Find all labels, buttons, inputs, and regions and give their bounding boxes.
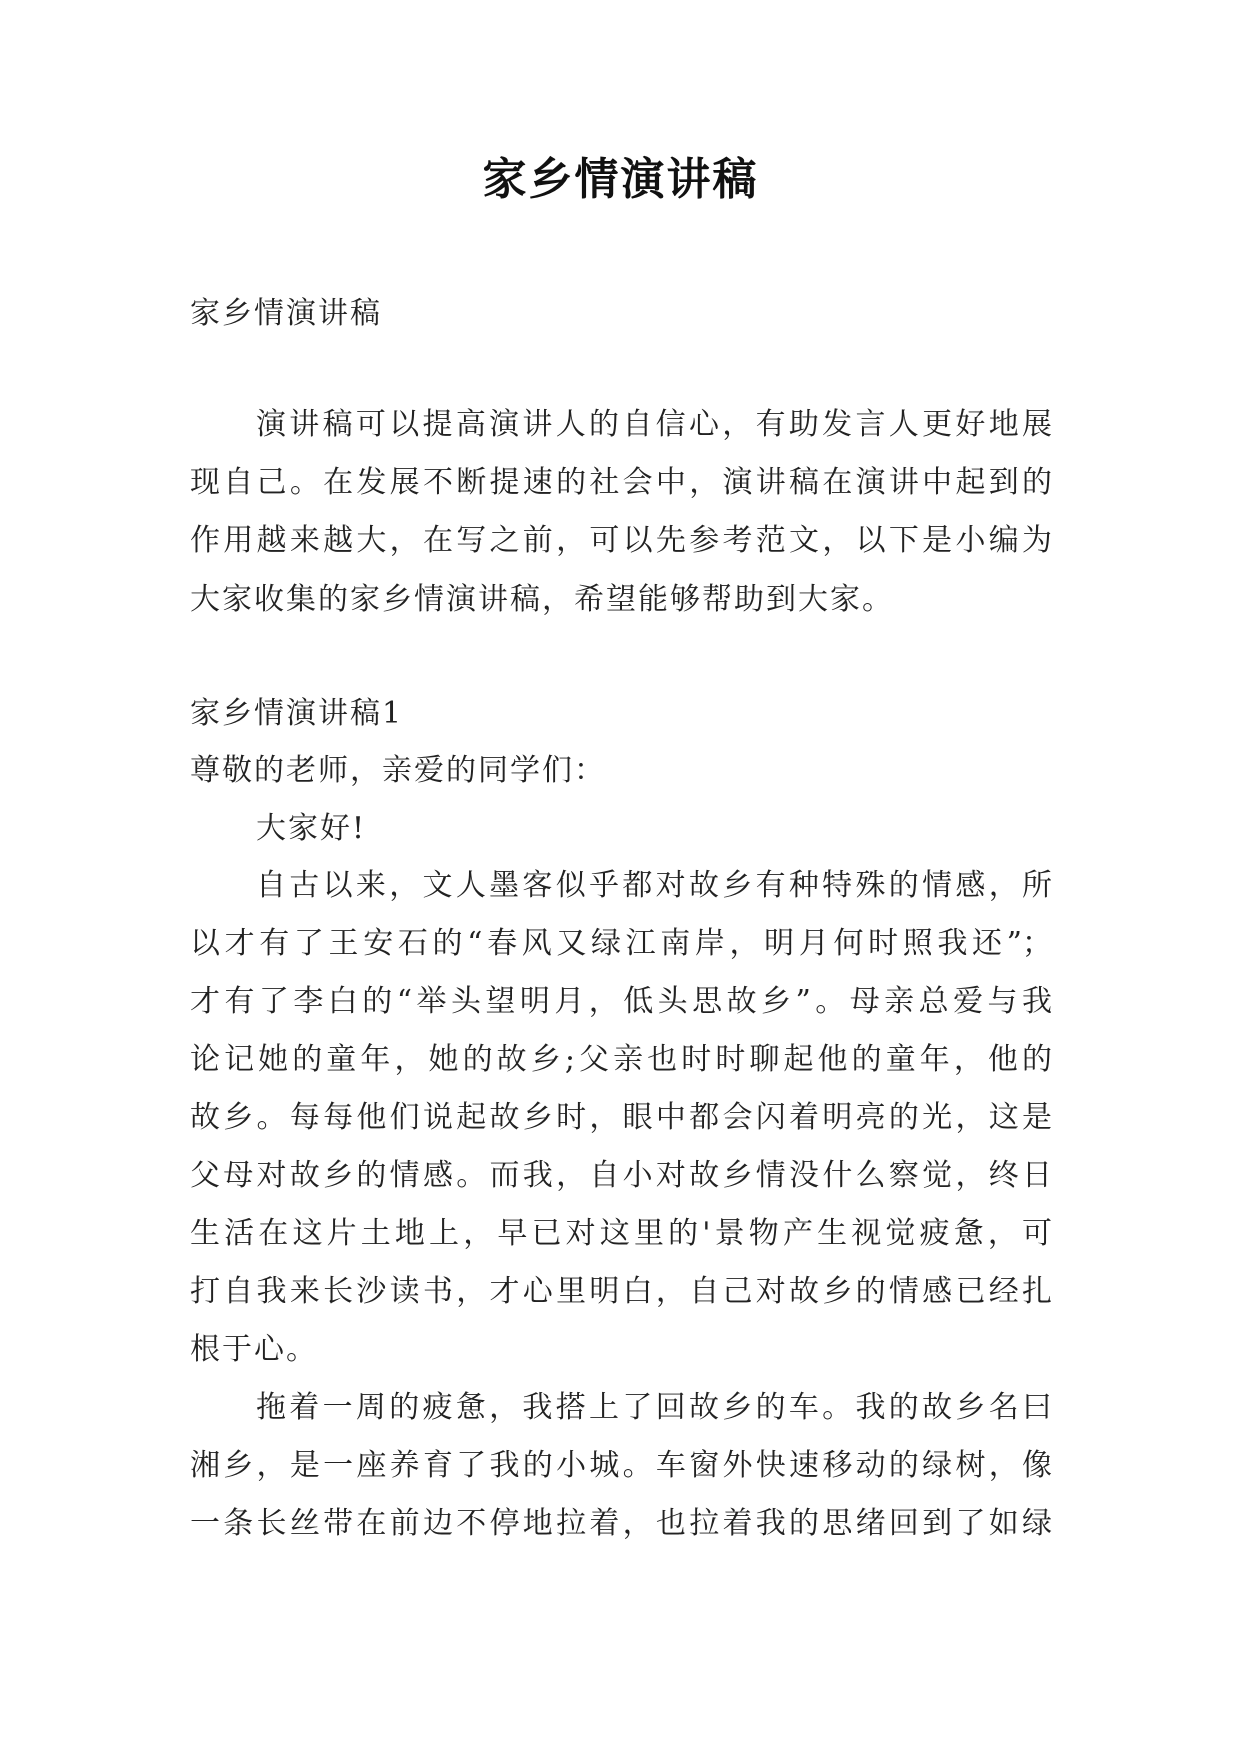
document-title: 家乡情演讲稿 [482, 154, 759, 205]
paragraph-line: 拖着一周的疲惫，我搭上了回故乡的车。我的故乡名曰 [256, 1390, 1052, 1425]
paragraph-line: 以才有了王安石的“春风又绿江南岸，明月何时照我还”； [190, 926, 1052, 961]
paragraph-line: 生活在这片土地上，早已对这里的'景物产生视觉疲惫，可 [190, 1216, 1052, 1251]
paragraph-line: 论记她的童年，她的故乡;父亲也时时聊起他的童年，他的 [190, 1042, 1052, 1077]
paragraph-line: 湘乡，是一座养育了我的小城。车窗外快速移动的绿树，像 [190, 1448, 1052, 1483]
intro-line: 演讲稿可以提高演讲人的自信心，有助发言人更好地展 [256, 407, 1052, 442]
document-subtitle: 家乡情演讲稿 [190, 296, 382, 331]
intro-line: 大家收集的家乡情演讲稿，希望能够帮助到大家。 [190, 582, 894, 617]
salutation: 尊敬的老师，亲爱的同学们： [190, 753, 606, 788]
paragraph-line: 才有了李白的“举头望明月，低头思故乡”。母亲总爱与我 [190, 984, 1052, 1019]
paragraph-line: 打自我来长沙读书，才心里明白，自己对故乡的情感已经扎 [190, 1274, 1052, 1309]
greeting: 大家好! [256, 811, 367, 846]
paragraph-line: 根于心。 [190, 1332, 318, 1367]
paragraph-line: 故乡。每每他们说起故乡时，眼中都会闪着明亮的光，这是 [190, 1100, 1052, 1135]
section-heading: 家乡情演讲稿1 [190, 696, 404, 731]
intro-line: 作用越来越大，在写之前，可以先参考范文，以下是小编为 [190, 523, 1052, 558]
paragraph-line: 父母对故乡的情感。而我，自小对故乡情没什么察觉，终日 [190, 1158, 1052, 1193]
paragraph-line: 自古以来，文人墨客似乎都对故乡有种特殊的情感，所 [256, 868, 1052, 903]
paragraph-line: 一条长丝带在前边不停地拉着，也拉着我的思绪回到了如绿 [190, 1506, 1052, 1541]
intro-line: 现自己。在发展不断提速的社会中，演讲稿在演讲中起到的 [190, 465, 1052, 500]
